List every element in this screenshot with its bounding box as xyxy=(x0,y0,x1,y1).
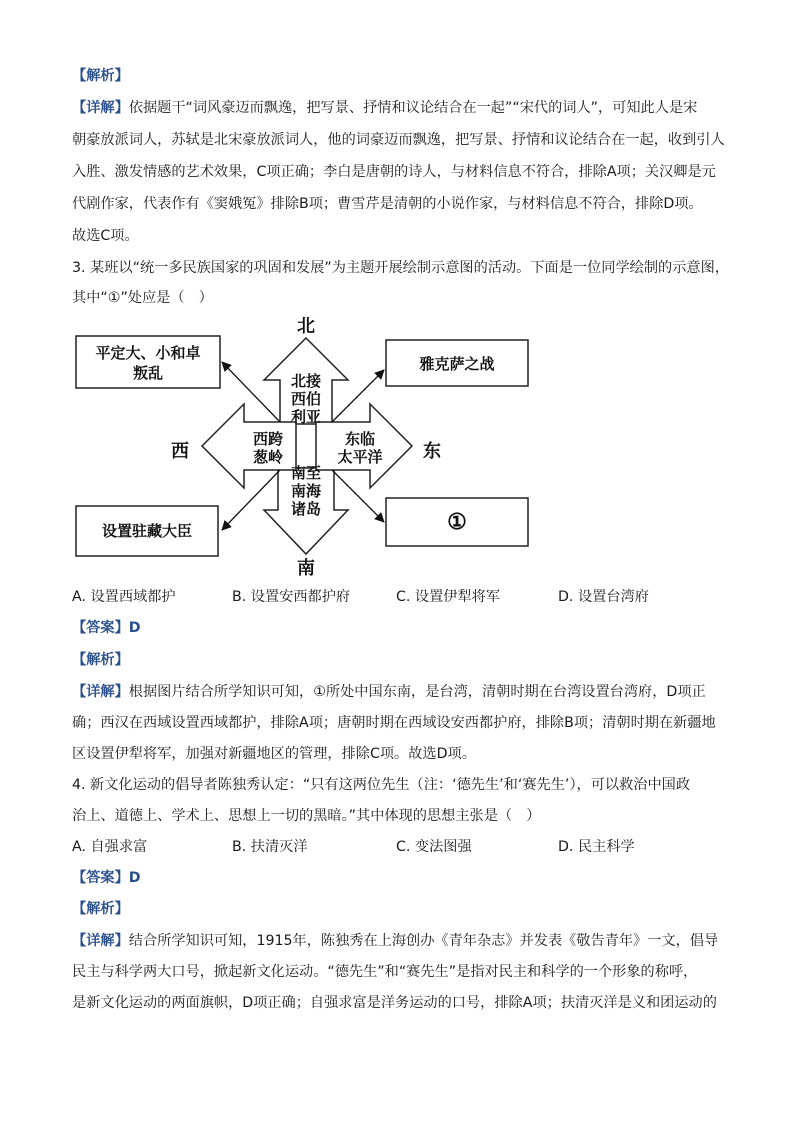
compass-east: 东 xyxy=(423,441,441,462)
q2-explanation-line-5: 故选C项。 xyxy=(72,228,139,244)
compass-north: 北 xyxy=(297,316,315,337)
box-se-placeholder: ① xyxy=(447,509,467,535)
q3-option-d[interactable]: D. 设置台湾府 xyxy=(558,589,649,605)
south-arrow-text-3: 诸岛 xyxy=(290,500,322,518)
q3-stem-line-1: 3. 某班以“统一多民族国家的巩固和发展”为主题开展绘制示意图的活动。下面是一位同学绘制的示意图， xyxy=(72,260,729,276)
south-arrow-text-2: 南海 xyxy=(290,482,322,500)
q4-option-a[interactable]: A. 自强求富 xyxy=(72,839,148,855)
east-arrow-text-1: 东临 xyxy=(344,430,376,448)
q2-explanation-line-4: 代剧作家，代表作有《窦娥冤》排除B项；曹雪芹是清朝的小说作家，与材料信息不符合，排除D项。 xyxy=(72,196,703,212)
q4-explanation-line-2: 民主与科学两大口号，掀起新文化运动。“德先生”和“赛先生”是指对民主和科学的一个形象的称呼， xyxy=(72,964,698,980)
analysis-heading-q3: 【解析】 xyxy=(72,652,129,668)
west-arrow-text-1: 西跨 xyxy=(252,430,284,448)
q3-explanation-line-2: 确；西汉在西域设置西域都护，排除A项；唐朝时期在西域设安西都护府，排除B项；清朝时期在新疆地 xyxy=(72,715,716,731)
q4-option-c[interactable]: C. 变法图强 xyxy=(396,839,472,855)
east-arrow-text-2: 太平洋 xyxy=(337,448,383,466)
q4-explanation-line-3: 是新文化运动的两面旗帜，D项正确；自强求富是洋务运动的口号，排除A项；扶清灭洋是义和团运动的 xyxy=(72,995,717,1011)
analysis-heading-q4: 【解析】 xyxy=(72,901,129,917)
connector-sw xyxy=(222,470,280,530)
q3-option-b[interactable]: B. 设置安西都护府 xyxy=(232,589,351,605)
north-arrow-text-1: 北接 xyxy=(290,372,322,390)
q3-stem-line-2: 其中“①”处应是（ ） xyxy=(72,290,213,306)
q3-option-a[interactable]: A. 设置西域都护 xyxy=(72,589,176,605)
q2-explanation-line-2: 朝豪放派词人，苏轼是北宋豪放派词人，他的词豪迈而飘逸，把写景、抒情和议论结合在一起，收到引人 xyxy=(72,132,725,148)
detail-tag-q3: 【详解】 xyxy=(72,684,129,700)
compass-west: 西 xyxy=(171,441,189,462)
box-sw-text: 设置驻藏大臣 xyxy=(101,522,193,540)
west-arrow-text-2: 葱岭 xyxy=(252,448,284,466)
q4-stem-line-2: 治上、道德上、学术上、思想上一切的黑暗。”其中体现的思想主张是（ ） xyxy=(72,808,541,824)
q4-option-b[interactable]: B. 扶清灭洋 xyxy=(232,839,308,855)
q4-stem-line-1: 4. 新文化运动的倡导者陈独秀认定：“只有这两位先生（注：‘德先生’和‘赛先生’），可以救治中国政 xyxy=(72,777,691,793)
q4-answer: 【答案】D xyxy=(72,870,141,886)
q3-explanation-line-3: 区设置伊犁将军，加强对新疆地区的管理，排除C项。故选D项。 xyxy=(72,746,476,762)
north-arrow-text-2: 西伯 xyxy=(290,390,322,408)
q4-explanation-line-1: 【详解】结合所学知识可知，1915年，陈独秀在上海创办《青年杂志》并发表《敬告青年》一文，倡导 xyxy=(72,933,719,949)
q2-explanation-line-3: 入胜、激发情感的艺术效果，C项正确；李白是唐朝的诗人，与材料信息不符合，排除A项；关汉卿是元 xyxy=(72,164,716,180)
box-nw-text-line-1: 平定大、小和卓 xyxy=(95,344,201,362)
north-arrow-text-3: 利亚 xyxy=(290,408,322,426)
compass-south: 南 xyxy=(297,558,315,579)
q3-territory-diagram xyxy=(72,312,542,582)
south-arrow-text-1: 南至 xyxy=(290,464,322,482)
analysis-heading-q2: 【解析】 xyxy=(72,68,129,84)
q4-option-d[interactable]: D. 民主科学 xyxy=(558,839,635,855)
detail-tag-q2: 【详解】 xyxy=(72,100,129,116)
q3-explanation-line-1: 【详解】根据图片结合所学知识可知，①所处中国东南，是台湾，清朝时期在台湾设置台湾府，D项正 xyxy=(72,684,706,700)
box-ne-text: 雅克萨之战 xyxy=(419,355,495,373)
q3-answer: 【答案】D xyxy=(72,620,141,636)
detail-tag-q4: 【详解】 xyxy=(72,933,129,949)
connector-nw xyxy=(222,362,280,422)
q3-option-c[interactable]: C. 设置伊犁将军 xyxy=(396,589,501,605)
q2-explanation-line-1: 【详解】依据题干“词风豪迈而飘逸，把写景、抒情和议论结合在一起”“宋代的词人”，可知此人是宋 xyxy=(72,100,698,116)
box-nw-text-line-2: 叛乱 xyxy=(132,364,164,382)
